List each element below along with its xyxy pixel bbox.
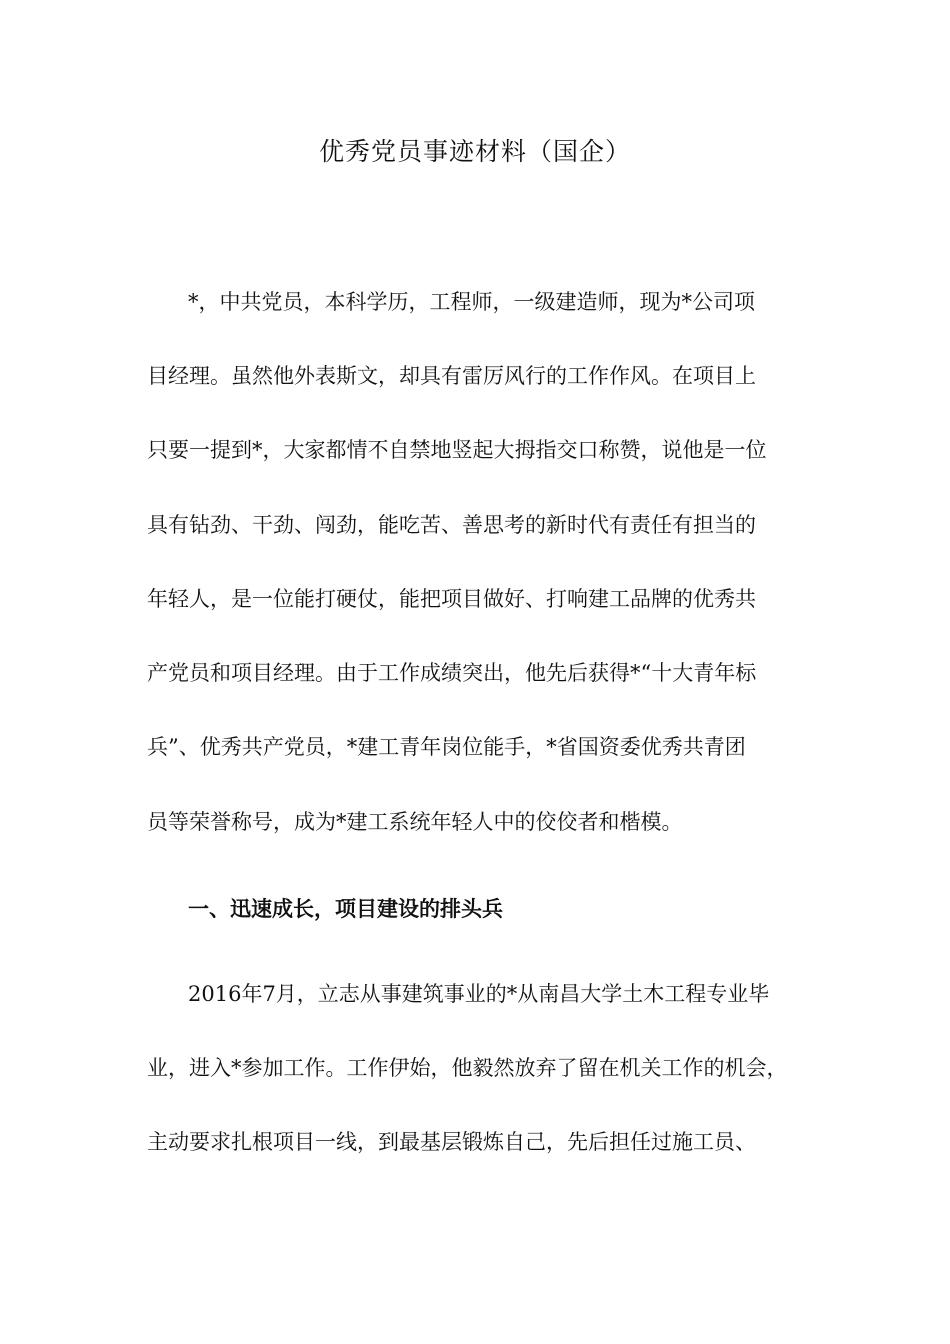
document-title: 优秀党员事迹材料（国企） xyxy=(318,137,631,166)
paragraph-line: 2016年7月，立志从事建筑事业的*从南昌大学土木工程专业毕 xyxy=(188,982,770,1006)
paragraph-line: 产党员和项目经理。由于工作成绩突出，他先后获得*“十大青年标 xyxy=(147,661,757,685)
paragraph-line: *，中共党员，本科学历，工程师，一级建造师，现为*公司项 xyxy=(188,290,755,314)
paragraph-line: 目经理。虽然他外表斯文，却具有雷厉风行的工作作风。在项目上 xyxy=(147,364,756,388)
paragraph-line: 兵”、优秀共产党员，*建工青年岗位能手，*省国资委优秀共青团 xyxy=(147,735,746,759)
paragraph-line: 主动要求扎根项目一线，到最基层锻炼自己，先后担任过施工员、 xyxy=(147,1130,756,1154)
paragraph-line: 具有钻劲、干劲、闯劲，能吃苦、善思考的新时代有责任有担当的 xyxy=(147,513,756,537)
section-heading: 一、迅速成长，项目建设的排头兵 xyxy=(188,896,503,921)
paragraph-line: 业，进入*参加工作。工作伊始，他毅然放弃了留在机关工作的机会， xyxy=(147,1056,788,1080)
paragraph-line: 年轻人，是一位能打硬仗，能把项目做好、打响建工品牌的优秀共 xyxy=(147,587,756,611)
paragraph-line: 只要一提到*，大家都情不自禁地竖起大拇指交口称赞，说他是一位 xyxy=(147,438,767,462)
paragraph-line: 员等荣誉称号，成为*建工系统年轻人中的佼佼者和楷模。 xyxy=(147,810,683,834)
